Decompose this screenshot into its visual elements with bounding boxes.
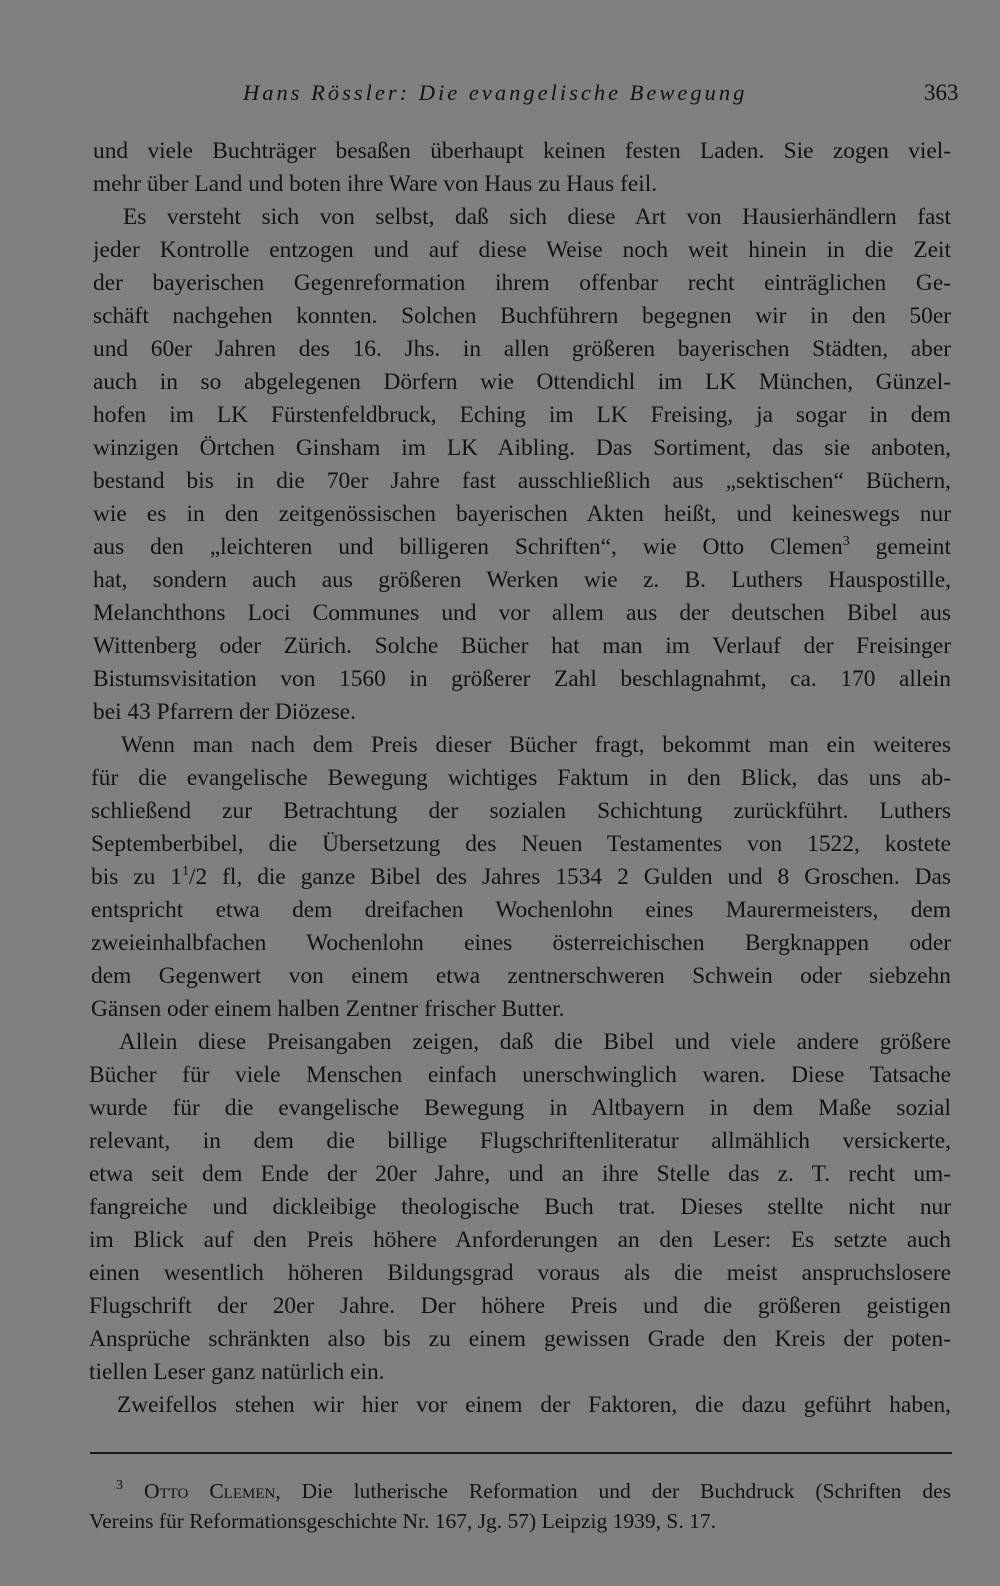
text-line: schließend zur Betrachtung der sozialen Schichtung zurückführt. Luthers xyxy=(91,798,951,824)
text-line: tiellen Leser ganz natürlich ein. xyxy=(89,1359,385,1385)
text-line: Es versteht sich von selbst, daß sich diese Art von Hausierhändlern fast xyxy=(123,204,951,230)
fraction-numerator: 1 xyxy=(181,864,189,879)
text-line: zweieinhalbfachen Wochenlohn eines österreichischen Bergknappen oder xyxy=(91,930,951,956)
text-line: bestand bis in die 70er Jahre fast ausschließlich aus „sektischen“ Büchern, xyxy=(93,468,951,494)
text-line: relevant, in dem die billige Flugschriftenliteratur allmählich versickerte, xyxy=(89,1128,951,1154)
text-fragment: /2 fl, die ganze Bibel des Jahres 1534 2 Gulden und 8 Groschen. Das xyxy=(188,864,951,890)
text-line: Ansprüche schränkten also bis zu einem gewissen Grade den Kreis der poten- xyxy=(89,1326,951,1352)
text-line: winzigen Örtchen Ginsham im LK Aibling. Das Sortiment, das sie anboten, xyxy=(93,435,951,461)
text-line: hat, sondern auch aus größeren Werken wie z. B. Luthers Hauspostille, xyxy=(93,567,951,593)
text-line: Wenn man nach dem Preis dieser Bücher fragt, bekommt man ein weiteres xyxy=(121,732,951,758)
footnote-line: Vereins für Reformationsgeschichte Nr. 167, Jg. 57) Leipzig 1939, S. 17. xyxy=(89,1509,716,1533)
text-line: jeder Kontrolle entzogen und auf diese Weise noch weit hinein in die Zeit xyxy=(93,237,951,263)
text-line-with-footnote-ref xyxy=(93,531,951,564)
text-line: hofen im LK Fürstenfeldbruck, Eching im LK Freising, ja sogar in dem xyxy=(93,402,951,428)
text-line: im Blick auf den Preis höhere Anforderungen an den Leser: Es setzte auch xyxy=(89,1227,951,1253)
footnote-marker: 3 xyxy=(116,1478,123,1493)
text-line: Melanchthons Loci Communes und vor allem aus der deutschen Bibel aus xyxy=(93,600,951,626)
text-fragment: aus den „leichteren und billigeren Schriften“, wie Otto Clemen xyxy=(93,534,843,560)
text-line: Flugschrift der 20er Jahre. Der höhere Preis und die größeren geistigen xyxy=(89,1293,951,1319)
text-fragment: gemeint xyxy=(849,534,951,560)
text-line: Septemberbibel, die Übersetzung des Neuen Testamentes von 1522, kostete xyxy=(91,831,951,857)
text-line: Wittenberg oder Zürich. Solche Bücher hat man im Verlauf der Freisinger xyxy=(93,633,951,659)
text-line: schäft nachgehen konnten. Solchen Buchführern begegnen wir in den 50er xyxy=(93,303,951,329)
text-line: der bayerischen Gegenreformation ihrem offenbar recht einträglichen Ge- xyxy=(93,270,951,296)
footnote-author: Otto Clemen xyxy=(143,1479,276,1503)
text-line: bei 43 Pfarrern der Diözese. xyxy=(93,699,357,725)
text-line: fangreiche und dickleibige theologische Buch trat. Dieses stellte nicht nur xyxy=(89,1194,951,1220)
text-line: entspricht etwa dem dreifachen Wochenlohn eines Maurermeisters, dem xyxy=(91,897,951,923)
text-line: wie es in den zeitgenössischen bayerischen Akten heißt, und keineswegs nur xyxy=(93,501,951,527)
text-fragment: , Die lutherische Reformation und der Buchdruck (Schriften des xyxy=(275,1479,951,1503)
text-line: Zweifellos stehen wir hier vor einem der Faktoren, die dazu geführt haben, xyxy=(117,1392,951,1418)
text-fragment: bis zu 1 xyxy=(91,864,182,890)
text-line: Gänsen oder einem halben Zentner frischer Butter. xyxy=(91,996,565,1022)
text-line: Bücher für viele Menschen einfach unerschwinglich waren. Diese Tatsache xyxy=(89,1062,951,1088)
page-number: 363 xyxy=(924,80,959,105)
footnote-line xyxy=(116,1476,951,1506)
text-line: und 60er Jahren des 16. Jhs. in allen größeren bayerischen Städten, aber xyxy=(93,336,951,362)
footnote-divider xyxy=(90,1452,952,1454)
text-line: auch in so abgelegenen Dörfern wie Ottendichl im LK München, Günzel- xyxy=(93,369,951,395)
running-header xyxy=(0,80,1000,114)
text-line: mehr über Land und boten ihre Ware von Haus zu Haus feil. xyxy=(93,171,658,197)
text-line: Bistumsvisitation von 1560 in größerer Zahl beschlagnahmt, ca. 170 allein xyxy=(93,666,951,692)
footnote-reference: 3 xyxy=(842,534,850,549)
text-line: und viele Buchträger besaßen überhaupt keinen festen Laden. Sie zogen viel- xyxy=(93,138,951,164)
text-line: Allein diese Preisangaben zeigen, daß die Bibel und viele andere größere xyxy=(119,1029,951,1055)
text-line: etwa seit dem Ende der 20er Jahre, und an ihre Stelle das z. T. recht um- xyxy=(89,1161,951,1187)
text-line: dem Gegenwert von einem etwa zentnerschweren Schwein oder siebzehn xyxy=(91,963,951,989)
text-line: wurde für die evangelische Bewegung in Altbayern in dem Maße sozial xyxy=(89,1095,951,1121)
text-line: einen wesentlich höheren Bildungsgrad voraus als die meist anspruchslosere xyxy=(89,1260,951,1286)
text-line-with-fraction xyxy=(91,861,951,894)
running-title: Hans Rössler: Die evangelische Bewegung xyxy=(243,80,748,105)
text-line: für die evangelische Bewegung wichtiges Faktum in den Blick, das uns ab- xyxy=(91,765,951,791)
